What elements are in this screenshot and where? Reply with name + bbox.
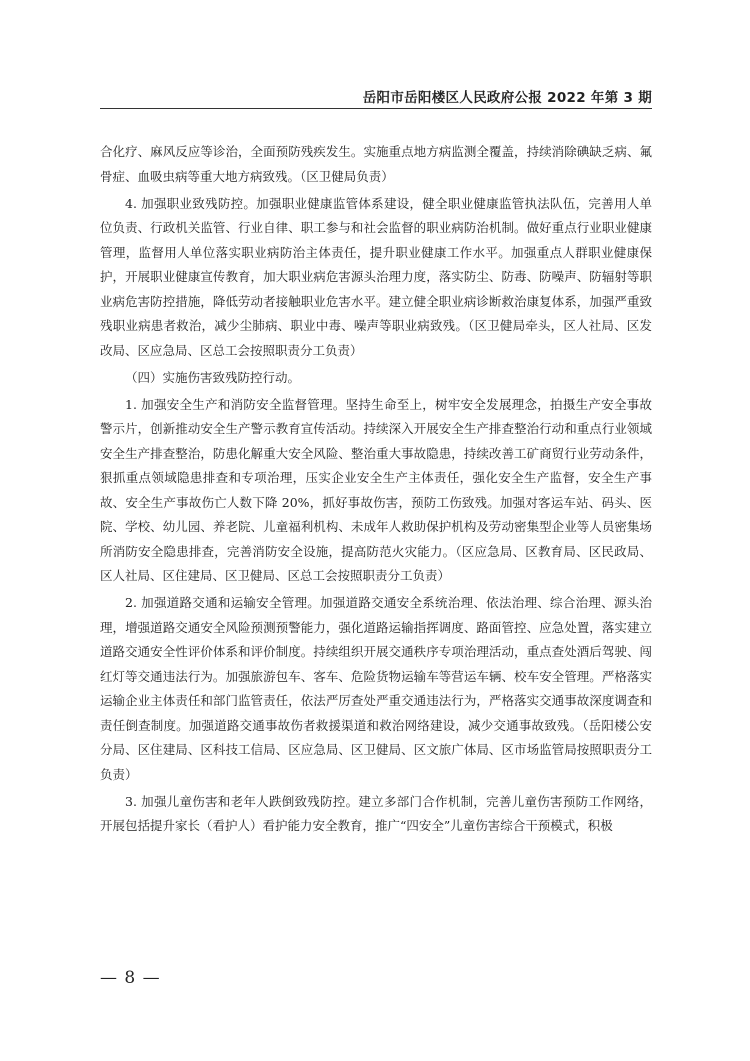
body-paragraph: 4. 加强职业致残防控。加强职业健康监管体系建设，健全职业健康监管执法队伍，完善用人单位负责、行政机关监管、行业自律、职工参与和社会监督的职业病防治机制。做好重点行业职业健康管理，监督用人单位落实职业病防治主体责任，提升职业健康工作水平。加强重点人群职业健康保护，开展职业健康宣传教育，加大职业病危害源头治理力度，落实防尘、防毒、防噪声、防辐射等职业病危害防控措施，降低劳动者接触职业危害水平。建立健全职业病诊断救治康复体系，加强严重致残职业病患者救治，减少尘肺病、职业中毒、噪声等职业病致残。（区卫健局牵头，区人社局、区发改局、区应急局、区总工会按照职责分工负责）: [100, 195, 652, 358]
body-paragraph: 合化疗、麻风反应等诊治，全面预防残疾发生。实施重点地方病监测全覆盖，持续消除碘缺乏病、氟骨症、血吸虫病等重大地方病致残。（区卫健局负责）: [100, 144, 652, 184]
gazette-header: 岳阳市岳阳楼区人民政府公报 2022 年第 3 期: [362, 90, 652, 106]
body-paragraph: 3. 加强儿童伤害和老年人跌倒致残防控。建立多部门合作机制，完善儿童伤害预防工作网络，开展包括提升家长（看护人）看护能力安全教育，推广“四安全”儿童伤害综合干预模式，积极: [100, 793, 652, 833]
document-body: [100, 140, 652, 841]
page-number: — 8 —: [100, 968, 161, 988]
body-paragraph: 2. 加强道路交通和运输安全管理。加强道路交通安全系统治理、依法治理、综合治理、源头治理，增强道路交通安全风险预测预警能力，强化道路运输指挥调度、路面管控、应急处置，落实建立道路交通安全性评价体系和评价制度。持续组织开展交通秩序专项治理活动，重点查处酒后驾驶、闯红灯等交通违法行为。加强旅游包车、客车、危险货物运输车等营运车辆、校车安全管理。严格落实运输企业主体责任和部门监管责任，依法严厉查处严重交通违法行为，严格落实交通事故深度调查和责任倒查制度。加强道路交通事故伤者救援渠道和救治网络建设，减少交通事故致残。（岳阳楼公安分局、区住建局、区科技工信局、区应急局、区卫健局、区文旅广体局、区市场监管局按照职责分工负责）: [100, 595, 652, 782]
body-paragraph: 1. 加强安全生产和消防安全监督管理。坚持生命至上，树牢安全发展理念，拍摄生产安全事故警示片，创新推动安全生产警示教育宣传活动。持续深入开展安全生产排查整治行动和重点行业领域安全生产排查整治，防患化解重大安全风险、整治重大事故隐患，持续改善工矿商贸行业劳动条件，狠抓重点领域隐患排查和专项治理，压实企业安全生产主体责任，强化安全生产监督，安全生产事故、安全生产事故伤亡人数下降 20%，抓好事故伤害，预防工伤致残。加强对客运车站、码头、医院、学校、幼儿园、养老院、儿童福利机构、未成年人救助保护机构及劳动密集型企业等人员密集场所消防安全隐患排查，完善消防安全设施，提高防范火灾能力。（区应急局、区教育局、区民政局、区人社局、区住建局、区卫健局、区总工会按照职责分工负责）: [100, 396, 652, 583]
section-heading: （四）实施伤害致残防控行动。: [125, 369, 301, 385]
header-rule: [100, 108, 652, 109]
